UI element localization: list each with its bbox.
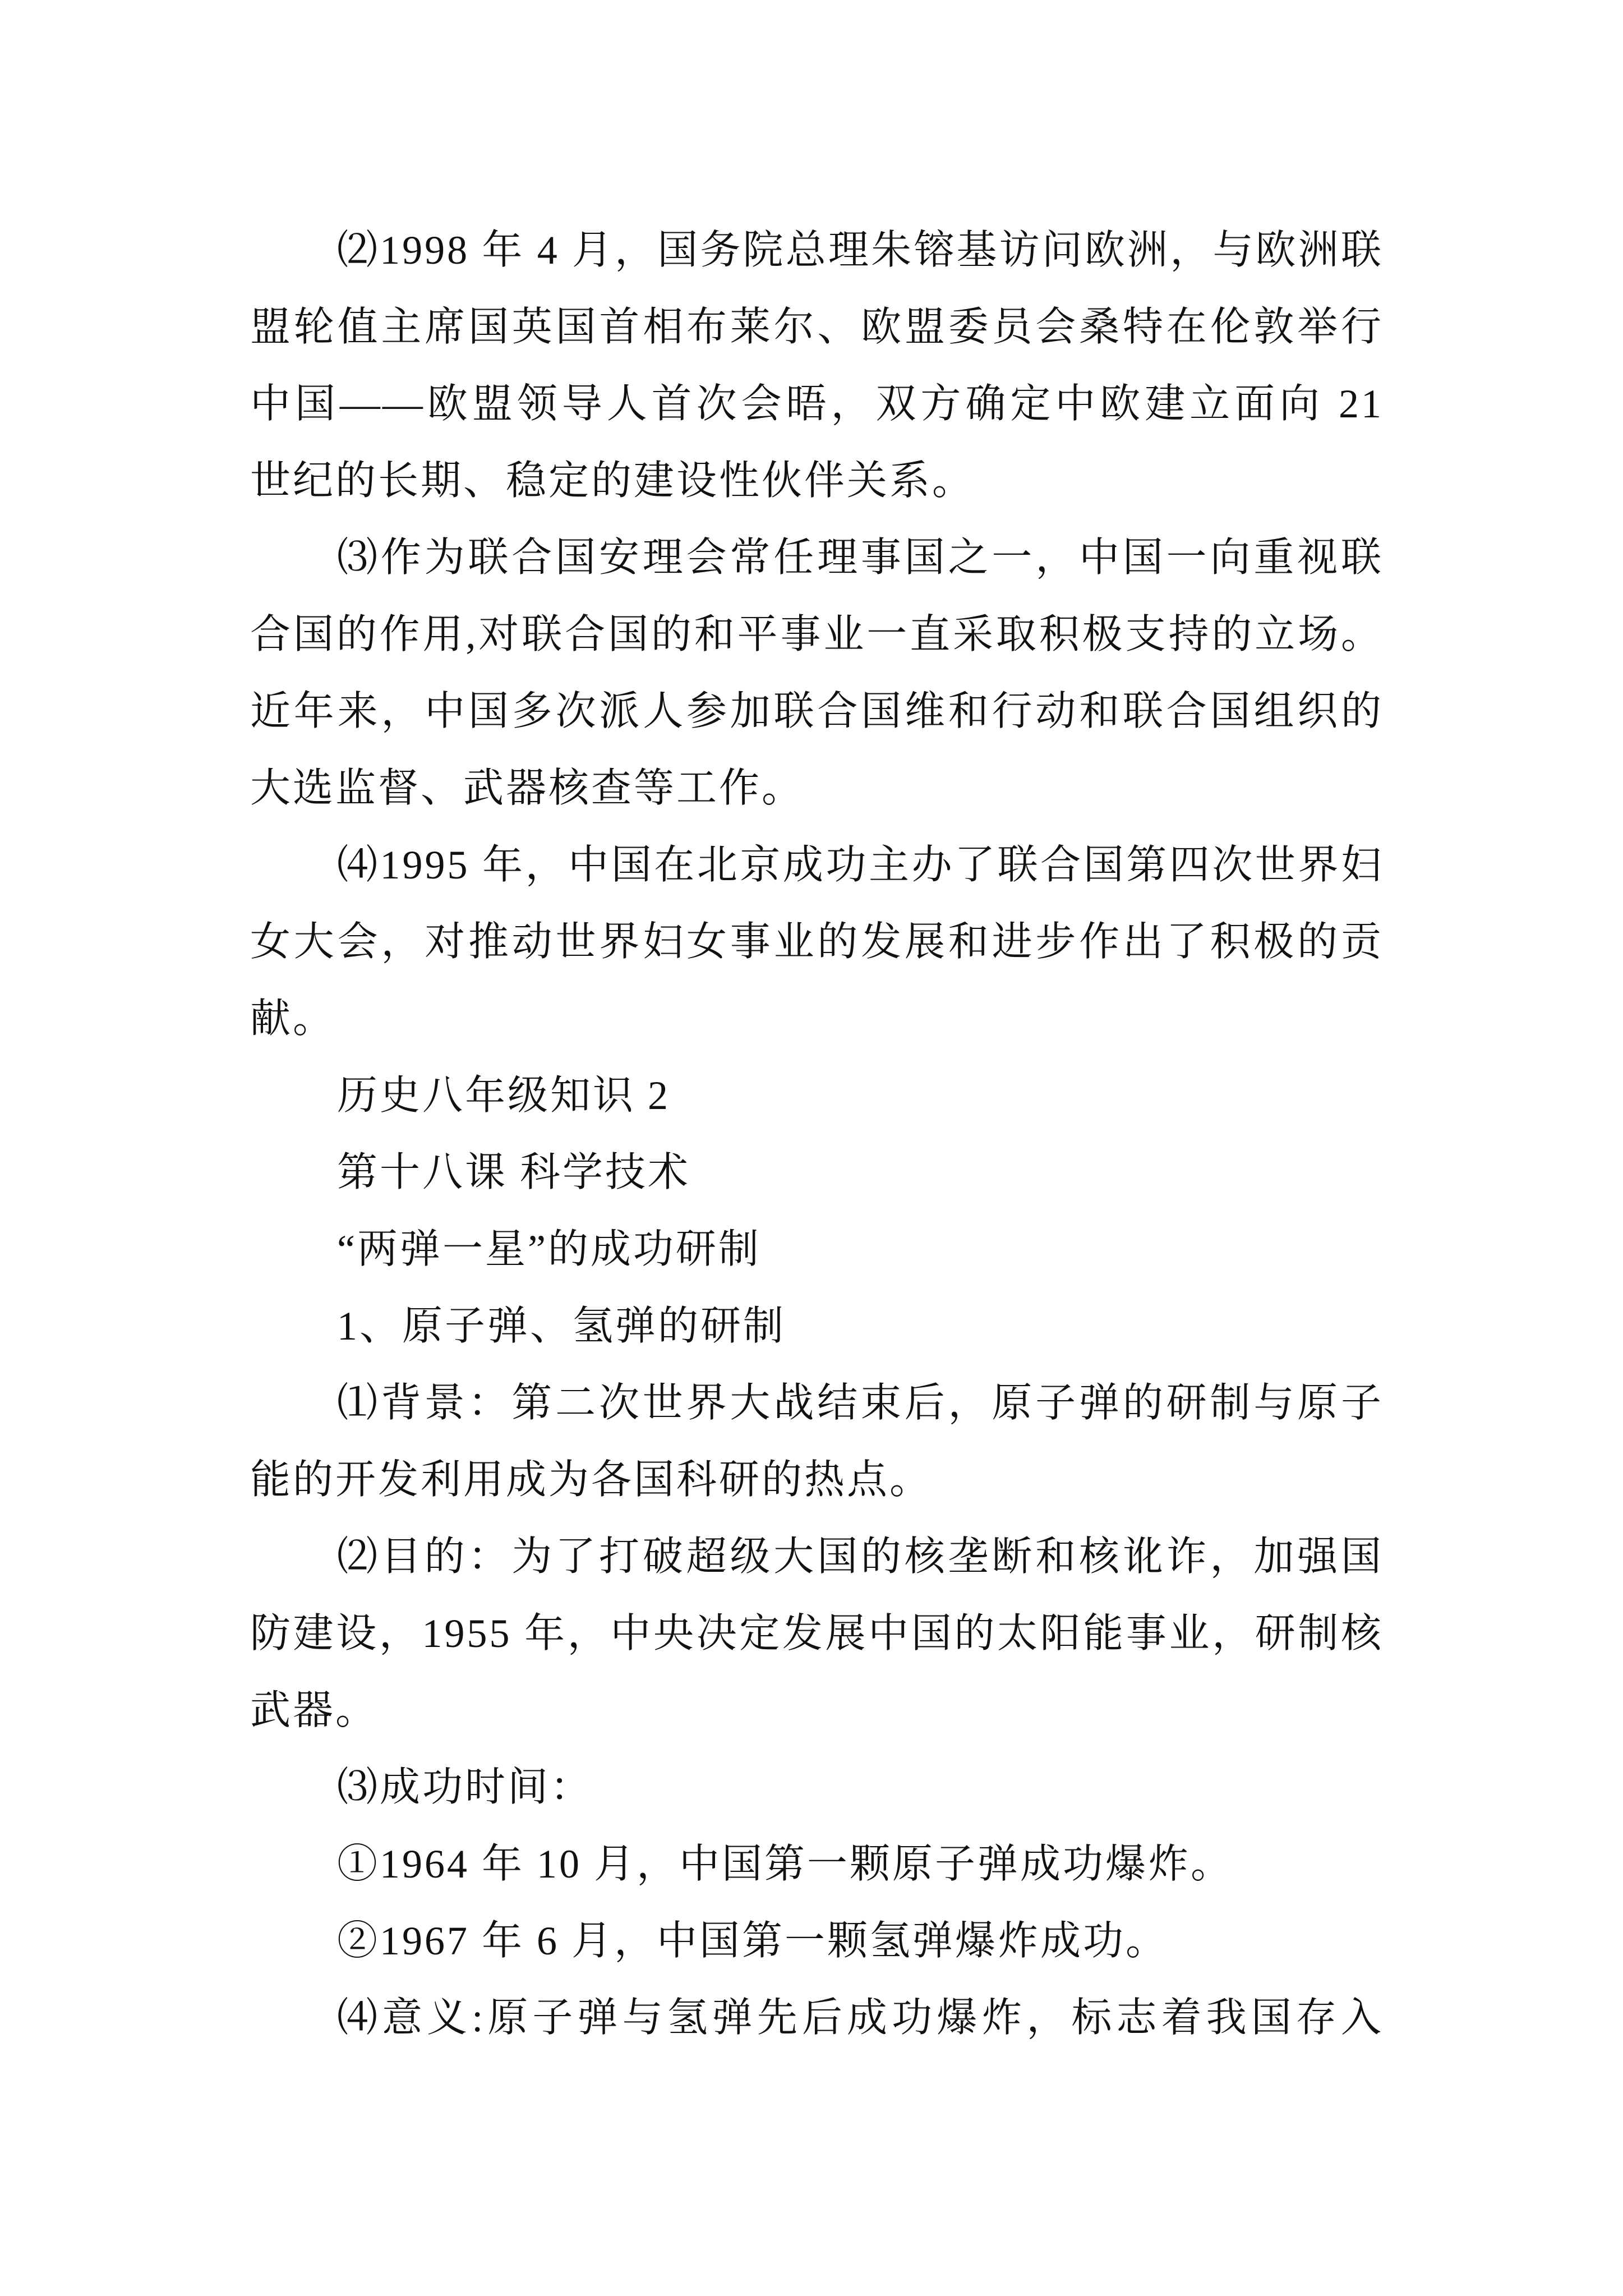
- paragraph: [250, 519, 1384, 827]
- text-line: ①1964 年 10 月，中国第一颗原子弹成功爆炸。: [337, 1842, 1234, 1887]
- lesson-heading: 第十八课 科学技术: [337, 1150, 691, 1195]
- text-line: 献。: [250, 996, 336, 1041]
- paragraph: [250, 1980, 1384, 2056]
- text-line: 近年来，中国多次派人参加联合国维和行动和联合国组织的: [250, 689, 1384, 734]
- text-line: 中国——欧盟领导人首次会晤，双方确定中欧建立面向 21: [250, 381, 1384, 426]
- text-line: 大选监督、武器核查等工作。: [250, 766, 805, 811]
- text-line: 盟轮值主席国英国首相布莱尔、欧盟委员会桑特在伦敦举行: [250, 305, 1384, 349]
- text-line: 能的开发利用成为各国科研的热点。: [250, 1457, 933, 1502]
- paragraph: [250, 1519, 1384, 1749]
- list-item: [250, 1903, 1384, 1980]
- text-line: 防建设，1955 年，中央决定发展中国的太阳能事业，研制核: [250, 1611, 1384, 1656]
- paragraph: [250, 827, 1384, 1057]
- text-line: ⑶成功时间：: [337, 1765, 593, 1810]
- paragraph: [250, 212, 1384, 519]
- list-item: [250, 1826, 1384, 1903]
- text-line: ⑷1995 年，中国在北京成功主办了联合国第四次世界妇: [337, 843, 1384, 887]
- text-line: 世纪的长期、稳定的建设性伙伴关系。: [250, 458, 975, 503]
- subtopic-heading: 1、原子弹、氢弹的研制: [337, 1304, 786, 1349]
- heading-group: [250, 1057, 1384, 1365]
- topic-heading: “两弹一星”的成功研制: [337, 1227, 761, 1272]
- paragraph: [250, 1749, 1384, 1826]
- text-line: ⑷意义:原子弹与氢弹先后成功爆炸，标志着我国存入: [337, 1995, 1384, 2040]
- text-line: ⑶作为联合国安理会常任理事国之一，中国一向重视联: [337, 535, 1384, 580]
- text-line: 合国的作用,对联合国的和平事业一直采取积极支持的立场。: [250, 612, 1384, 657]
- document-body: [250, 212, 1384, 2056]
- paragraph: [250, 1365, 1384, 1519]
- section-heading: 历史八年级知识 2: [337, 1073, 671, 1118]
- text-line: ②1967 年 6 月，中国第一颗氢弹爆炸成功。: [337, 1918, 1169, 1963]
- text-line: 女大会，对推动世界妇女事业的发展和进步作出了积极的贡: [250, 919, 1384, 964]
- text-line: ⑴背景：第二次世界大战结束后，原子弹的研制与原子: [337, 1381, 1384, 1425]
- text-line: ⑵目的：为了打破超级大国的核垄断和核讹诈，加强国: [337, 1534, 1384, 1579]
- text-line: ⑵1998 年 4 月，国务院总理朱镕基访问欧洲，与欧洲联: [337, 228, 1384, 273]
- text-line: 武器。: [250, 1688, 379, 1733]
